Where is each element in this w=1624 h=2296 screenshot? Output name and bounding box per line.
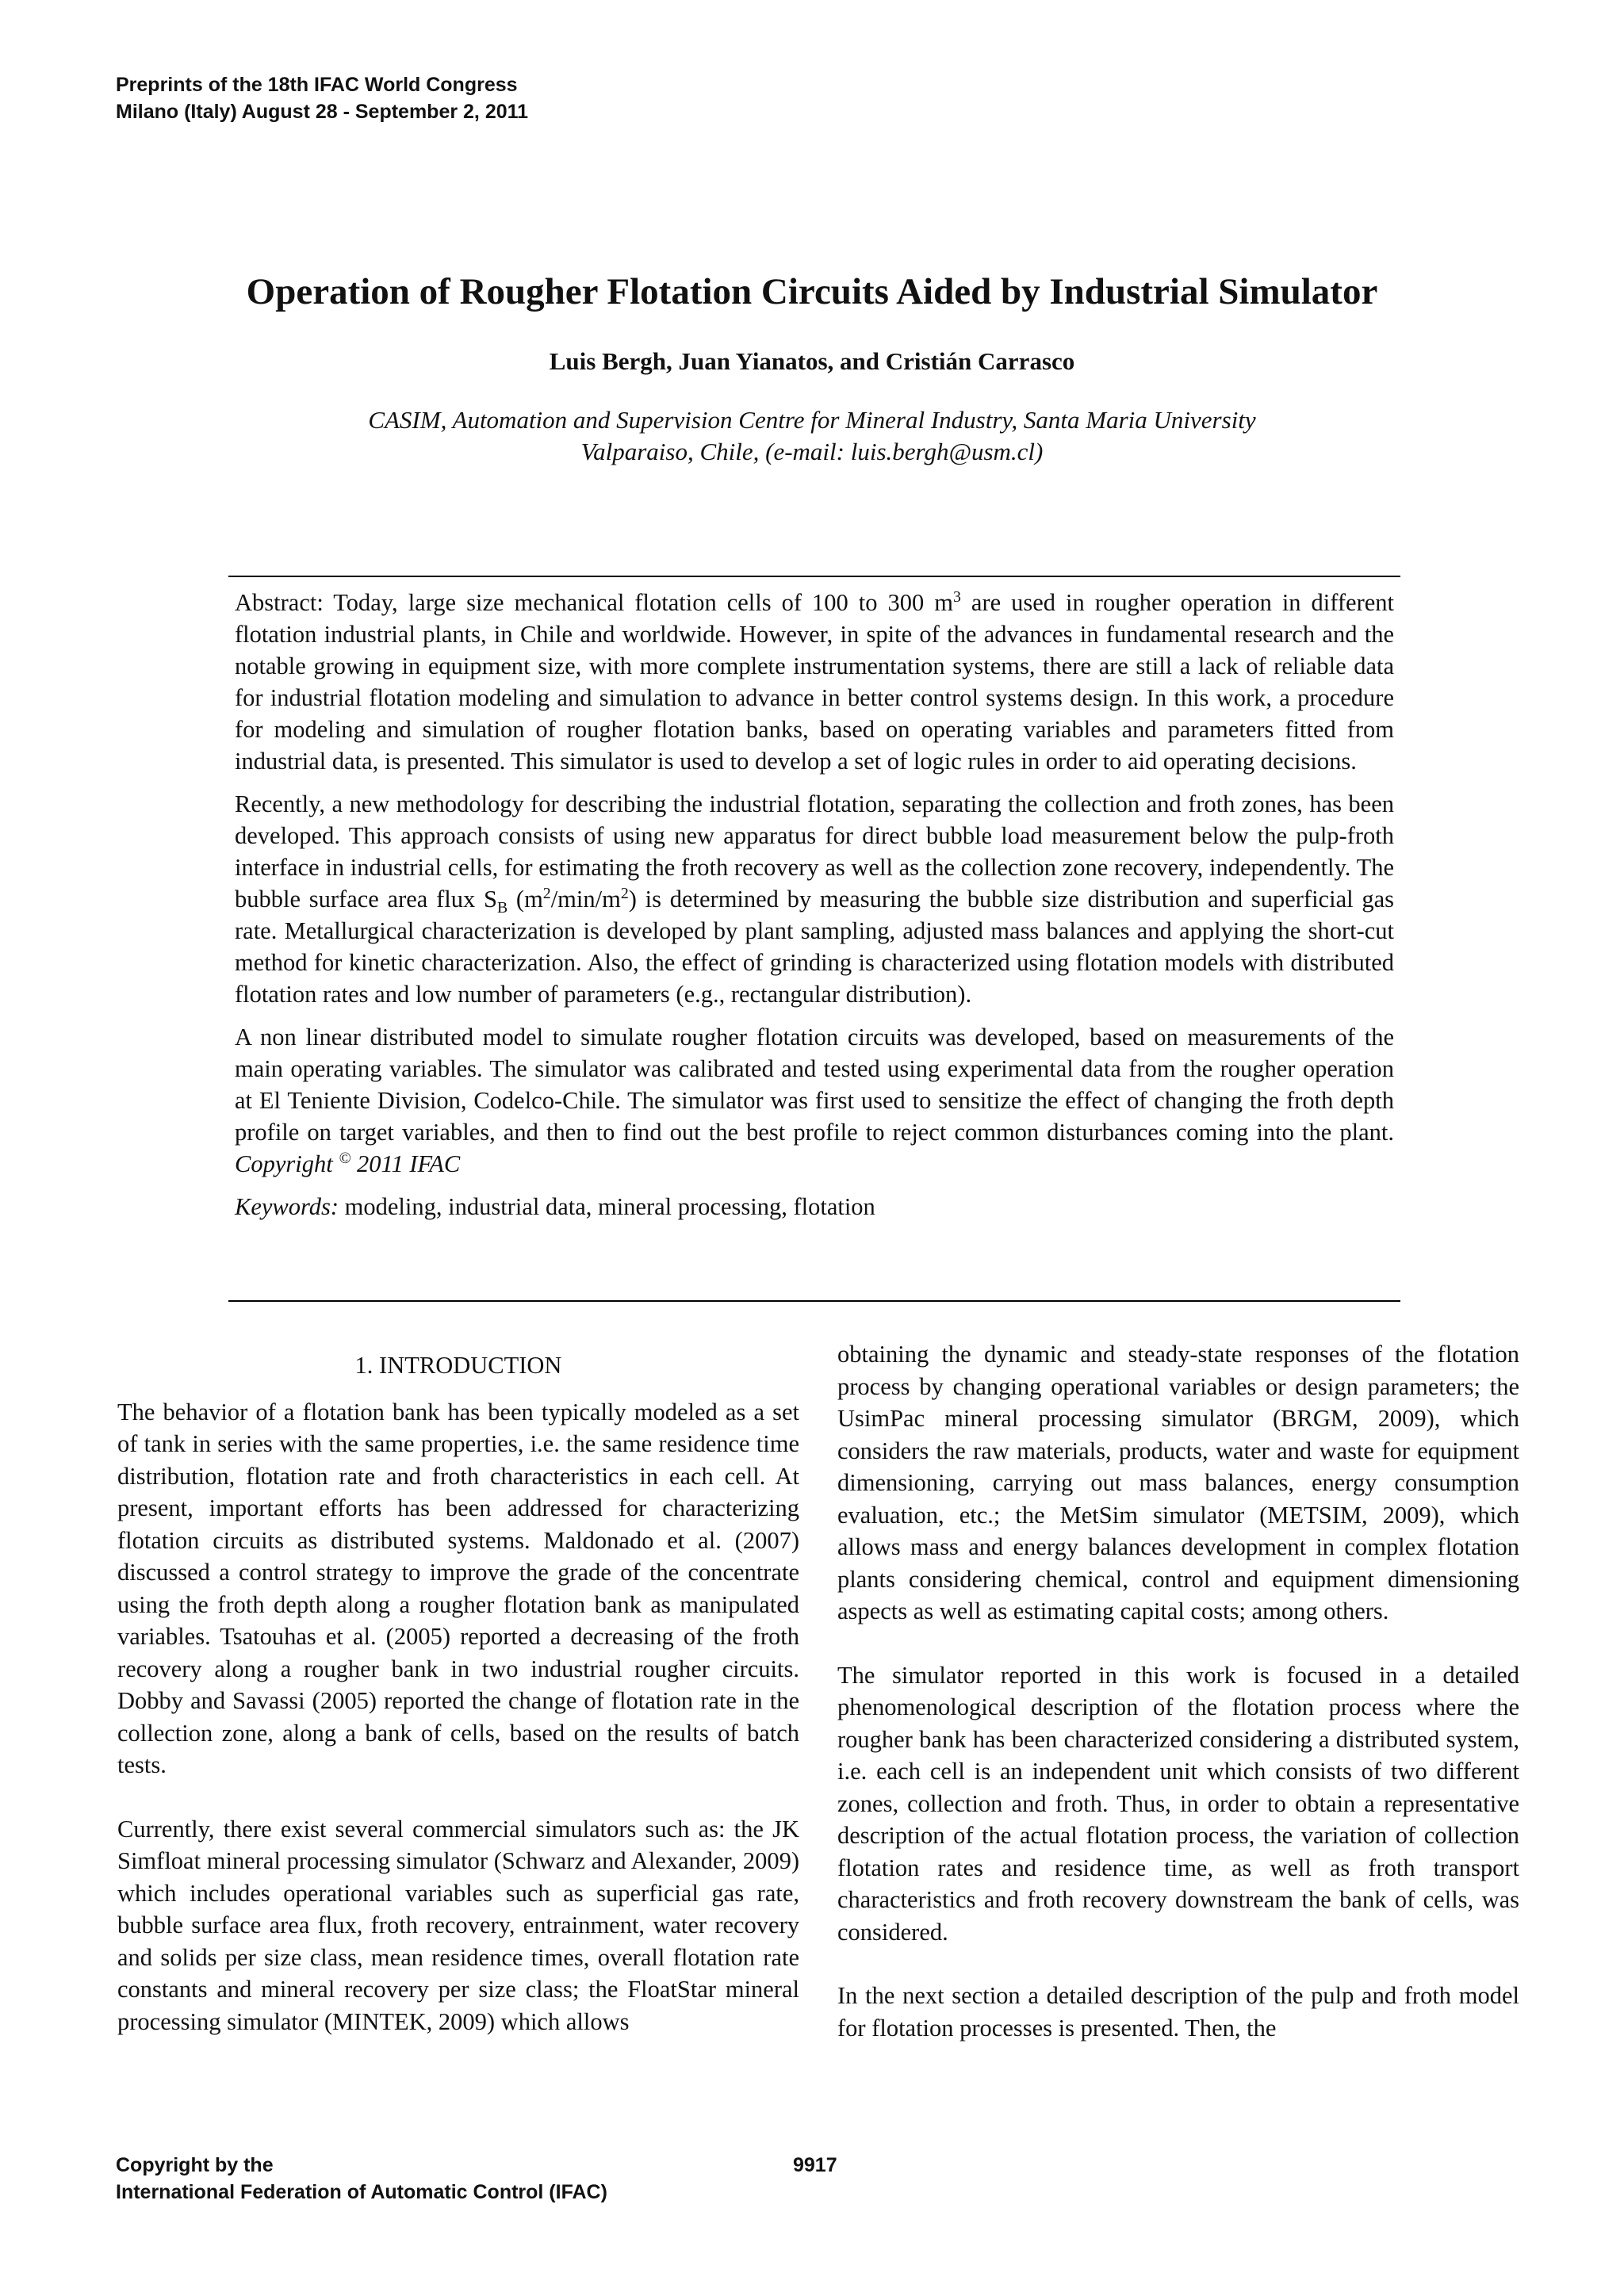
section-heading: 1. INTRODUCTION — [354, 1352, 562, 1379]
abstract-top-rule — [228, 576, 1400, 577]
paper-title: Operation of Rougher Flotation Circuits Aided by Industrial Simulator — [246, 271, 1378, 312]
affiliation-line-1: CASIM, Automation and Supervision Centre for Mineral Industry, Santa Maria University — [368, 406, 1256, 434]
affiliation — [0, 404, 1624, 468]
conference-line-1: Preprints of the 18th IFAC World Congress — [116, 74, 518, 96]
affiliation-line-2: Valparaiso, Chile, (e-mail: luis.bergh@usm.cl) — [580, 438, 1044, 465]
left-column — [117, 1340, 799, 2069]
keywords-label: Keywords: — [235, 1193, 339, 1220]
footer-line-2: International Federation of Automatic Control (IFAC) — [116, 2181, 607, 2203]
left-paragraph-1: The behavior of a flotation bank has been typically modeled as a set of tank in series with the same properties, i.e. the same residence time distribution, flotation rate and froth characteristics in each cell. At present, important efforts has been addressed for characterizing flotation circuits as distributed systems. Maldonado et al. (2007) discussed a control strategy to improve the grade of the concentrate using the froth depth along a rougher flotation bank as manipulated variables. Tsatouhas et al. (2005) reported a decreasing of the froth recovery along a rougher bank in two industrial rougher circuits. Dobby and Savassi (2005) reported the change of flotation rate in the collection zone, along a bank of cells, based on the results of batch tests. — [117, 1398, 799, 1778]
abstract-paragraph-1: Abstract: Today, large size mechanical flotation cells of 100 to 300 $m^3$ are used in rougher operation in different flotation industrial plants, in Chile and worldwide. However, in spite of the advances in fundamental research and the notable growing in equipment size, with more complete instrumentation systems, there are still a lack of reliable data for industrial flotation modeling and simulation to advance in better control systems design. In this work, a procedure for modeling and simulation of rougher flotation banks, based on operating variables and parameters fitted from industrial data, is presented. This simulator is used to develop a set of logic rules in order to aid operating decisions. — [235, 587, 1394, 775]
footer-line-1: Copyright by the — [116, 2154, 274, 2176]
keywords-text: modeling, industrial data, mineral processing, flotation — [339, 1193, 875, 1220]
author-list: Luis Bergh, Juan Yianatos, and Cristián Carrasco — [549, 347, 1075, 375]
keywords-line — [235, 1191, 1394, 1223]
right-column — [837, 1338, 1519, 2076]
conference-header — [116, 71, 528, 125]
page-number: 9917 — [793, 2154, 837, 2176]
abstract-paragraph-3: A non linear distributed model to simulate rougher flotation circuits was developed, based on measurements of the main operating variables. The simulator was calibrated and tested using experimental data from the rougher operation at El Teniente Division, Codelco-Chile. The simulator was first used to sensitize the effect of changing the froth depth profile on target variables, and then to find out the best profile to reject common disturbances coming into the plant. Copyright © 2011 IFAC — [235, 1024, 1394, 1177]
left-paragraph-2: Currently, there exist several commercial simulators such as: the JK Simfloat mineral processing simulator (Schwarz and Alexander, 2009) which includes operational variables such as superficial gas rate, bubble surface area flux, froth recovery, entrainment, water recovery and solids per size class, mean residence times, overall flotation rate constants and mineral recovery per size class; the FloatStar mineral processing simulator (MINTEK, 2009) which allows — [117, 1815, 799, 2035]
abstract-block — [235, 587, 1394, 1234]
conference-line-2: Milano (Italy) August 28 - September 2, 2011 — [116, 101, 529, 123]
abstract-bottom-rule — [228, 1300, 1400, 1302]
abstract-paragraph-2: Recently, a new methodology for describing the industrial flotation, separating the collection and froth zones, has been developed. This approach consists of using new apparatus for direct bubble load measurement below the pulp-froth interface in industrial cells, for estimating the froth recovery as well as the collection zone recovery, independently. The bubble surface area flux $S_B$ $(m^2/\min/m^2)$ is determined by measuring the bubble size distribution and superficial gas rate. Metallurgical characterization is developed by plant sampling, adjusted mass balances and applying the short-cut method for kinetic characterization. Also, the effect of grinding is characterized using flotation models with distributed flotation rates and low number of parameters (e.g., rectangular distribution). — [235, 790, 1394, 1008]
right-paragraph-2: The simulator reported in this work is focused in a detailed phenomenological description of the flotation process where the rougher bank has been characterized considering a distributed system, i.e. each cell is an independent unit which consists of two different zones, collection and froth. Thus, in order to obtain a representative description of the actual flotation process, the variation of collection flotation rates and residence time, as well as froth transport characteristics and froth recovery downstream the bank of cells, was considered. — [837, 1661, 1519, 1946]
right-paragraph-1: obtaining the dynamic and steady-state responses of the flotation process by changing operational variables or design parameters; the UsimPac mineral processing simulator (BRGM, 2009), which considers the raw materials, products, water and waste for equipment dimensioning, carrying out mass balances, energy consumption evaluation, etc.; the MetSim simulator (METSIM, 2009), which allows mass and energy balances development in complex flotation plants considering chemical, control and equipment dimensioning aspects as well as estimating capital costs; among others. — [837, 1341, 1519, 1624]
footer-copyright — [116, 2152, 607, 2206]
right-paragraph-3: In the next section a detailed description of the pulp and froth model for flotation processes is presented. Then, the — [837, 1982, 1519, 2042]
copyright-notice: Copyright © 2011 IFAC — [235, 1149, 461, 1177]
